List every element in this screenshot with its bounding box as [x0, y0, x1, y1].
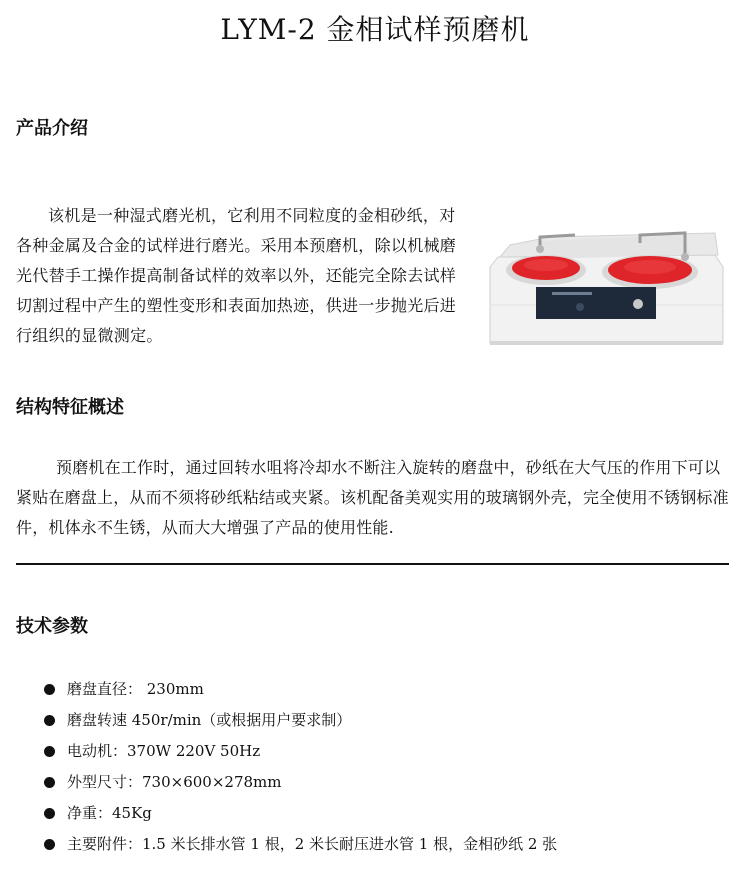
list-item: [44, 767, 557, 798]
param-text: 外型尺寸：730×600×278mm: [67, 773, 282, 791]
params-list: [44, 674, 557, 860]
param-text: 磨盘转速 450r/min（或根据用户要求制）: [67, 711, 352, 729]
section-heading-params: 技术参数: [16, 616, 88, 637]
list-item: [44, 674, 557, 705]
section-divider: [16, 563, 729, 565]
bullet-icon: [44, 746, 55, 757]
bullet-icon: [44, 839, 55, 850]
list-item: [44, 798, 557, 829]
bullet-icon: [44, 715, 55, 726]
section-heading-structure: 结构特征概述: [16, 397, 124, 418]
list-item: [44, 829, 557, 860]
param-text: 磨盘直径： 230mm: [67, 680, 204, 698]
bullet-icon: [44, 777, 55, 788]
intro-paragraph: 该机是一种湿式磨光机，它利用不同粒度的金相砂纸，对各种金属及合金的试样进行磨光。采用本预磨机，除以机械磨光代替手工操作提高制备试样的效率以外，还能完全除去试样切割过程中产生的塑性变形和表面加热迹，供进一步抛光后进行组织的显微测定。: [16, 206, 457, 345]
bullet-icon: [44, 684, 55, 695]
param-text: 主要附件：1.5 米长排水管 1 根，2 米长耐压进水管 1 根，金相砂纸 2 张: [67, 835, 558, 853]
grinding-machine-image: [480, 215, 730, 350]
bullet-icon: [44, 808, 55, 819]
list-item: [44, 736, 557, 767]
list-item: [44, 705, 557, 736]
structure-paragraph: 预磨机在工作时，通过回转水咀将冷却水不断注入旋转的磨盘中，砂纸在大气压的作用下可以紧贴在磨盘上，从而不须将砂纸粘结或夹紧。该机配备美观实用的玻璃钢外壳，完全使用不锈钢标准件，机体永不生锈，从而大大增强了产品的使用性能.: [16, 458, 729, 537]
page-title: LYM-2 金相试样预磨机: [220, 13, 530, 46]
param-text: 电动机：370W 220V 50Hz: [67, 742, 261, 760]
param-text: 净重：45Kg: [67, 804, 152, 822]
section-heading-intro: 产品介绍: [16, 118, 88, 139]
